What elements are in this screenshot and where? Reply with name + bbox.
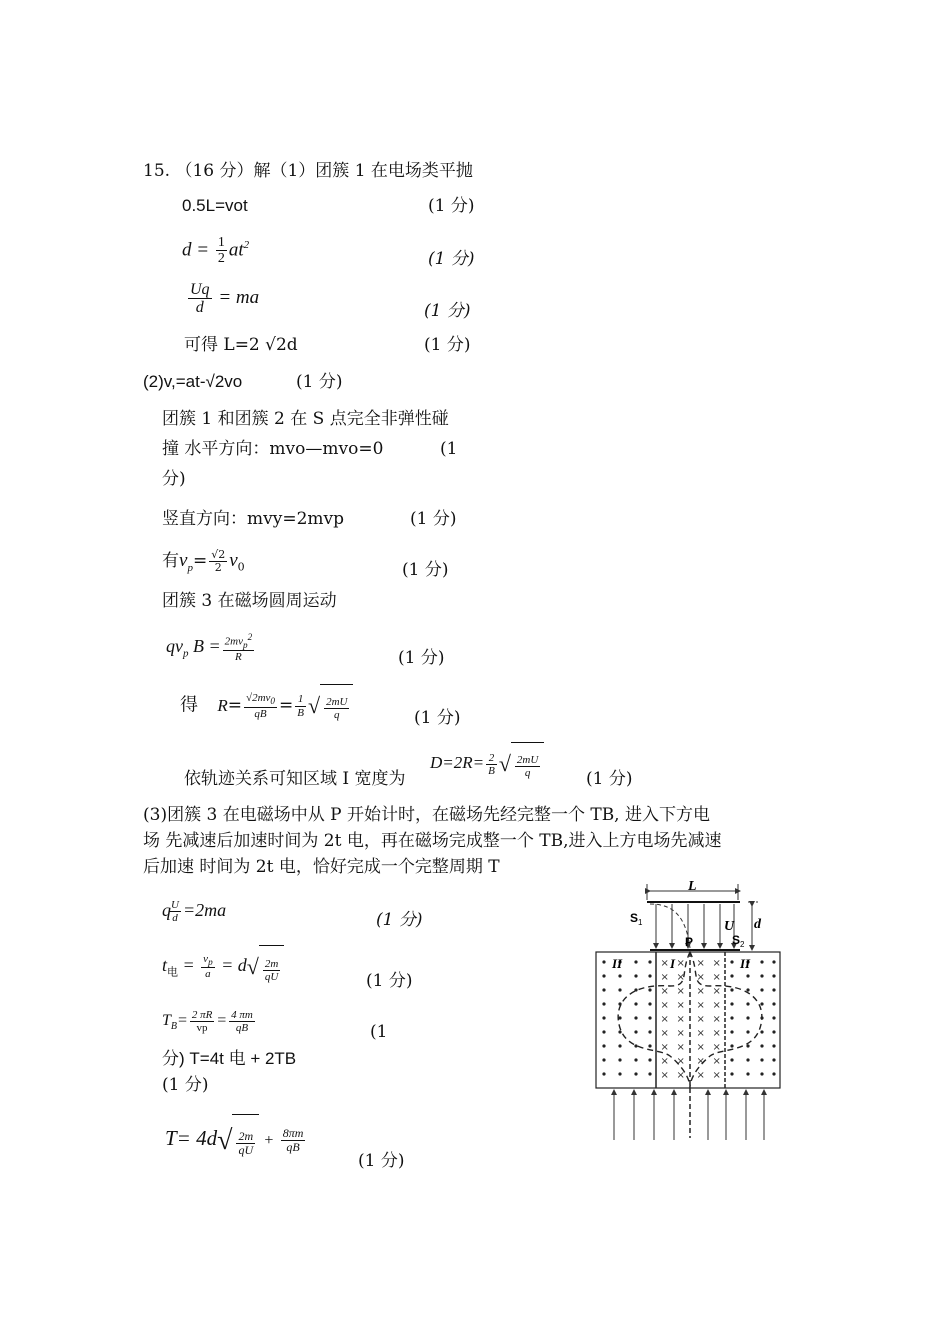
region-width-text: 依轨迹关系可知区域 I 宽度为: [184, 769, 406, 789]
equation-period-final: T= 4d√ $\frac{2m}{qU}$ + $\frac{8\pi m}{qB}$: [165, 1112, 307, 1168]
field-cross: ×: [660, 958, 669, 969]
field-dot: [730, 960, 733, 963]
field-dot: [730, 1030, 733, 1033]
field-dot: [648, 988, 651, 991]
field-dot: [772, 974, 775, 977]
field-dot: [634, 1030, 637, 1033]
vertical-momentum: 竖直方向：mvy=2mvp: [162, 509, 344, 529]
label-d: d: [754, 917, 761, 932]
label-region-II-left: II: [612, 956, 623, 971]
period-expression: 分) T=4t 电 + 2TB: [162, 1049, 297, 1068]
equation-lorentz: $qv_p$ B = $\frac{2mv_p^2}{R}$: [166, 632, 253, 664]
field-dot: [772, 960, 775, 963]
score-eq3: (1 分): [424, 301, 471, 321]
field-dot: [760, 988, 763, 991]
score-eq-d: (1 分): [162, 1075, 209, 1095]
field-dot: [648, 1072, 651, 1075]
equation-radius: 得 R= $\frac{√2mv_0}{qB}$ = $\frac{1}{B}$ √ $\frac{2mU}{q}$: [180, 684, 353, 728]
field-cross: ×: [696, 1056, 705, 1067]
lower-field-arrows: [614, 1092, 764, 1140]
field-dot: [772, 1002, 775, 1005]
score-eq1: (1 分): [428, 196, 475, 216]
field-cross: ×: [696, 1070, 705, 1081]
field-cross: ×: [696, 1000, 705, 1011]
field-dot: [746, 988, 749, 991]
equation-displacement: d = $\frac{1}{2}$ $at^2$: [182, 235, 250, 267]
field-dot: [746, 1030, 749, 1033]
field-cross: ×: [660, 1014, 669, 1025]
field-dot: [760, 1044, 763, 1047]
field-cross: ×: [712, 1014, 721, 1025]
field-dot: [772, 1072, 775, 1075]
field-dot: [634, 1058, 637, 1061]
field-region-box: [596, 952, 780, 1088]
label-U: U: [724, 919, 735, 934]
field-dot: [730, 1002, 733, 1005]
field-dot: [648, 1002, 651, 1005]
field-dot: [760, 1058, 763, 1061]
field-cross: ×: [712, 986, 721, 997]
equation-electric-accel: q $\frac{U}{d}$ =2ma: [162, 899, 227, 925]
equation-horizontal: 0.5L=vot: [182, 196, 248, 215]
score-radius: (1 分): [414, 708, 461, 728]
label-region-II-right: II: [740, 956, 751, 971]
score-part2-1: (1 分): [296, 372, 343, 392]
capacitor-field-arrows: [656, 904, 734, 946]
field-dot: [648, 1058, 651, 1061]
part3-para-3: 后加速 时间为 2t 电，恰好完成一个完整周期 T: [143, 857, 500, 877]
field-cross: ×: [660, 972, 669, 983]
physics-diagram: [590, 878, 790, 1148]
score-lorentz: (1 分): [398, 648, 445, 668]
field-dot: [746, 974, 749, 977]
field-dot: [602, 1030, 605, 1033]
score-result: (1 分): [424, 335, 471, 355]
field-dot: [618, 1058, 621, 1061]
score-final: (1 分): [358, 1151, 405, 1171]
circular-motion: 团簇 3 在磁场圆周运动: [162, 591, 337, 611]
label-region-I: I: [670, 956, 676, 971]
field-dot: [648, 1030, 651, 1033]
have-prefix: 有: [162, 551, 179, 571]
field-cross: ×: [676, 1070, 685, 1081]
label-S1: S: [630, 911, 639, 925]
field-dot: [634, 988, 637, 991]
score-eq-a: (1 分): [376, 910, 423, 930]
score-vp: (1 分): [402, 560, 449, 580]
field-dot: [634, 960, 637, 963]
field-dot: [760, 974, 763, 977]
field-dot: [602, 1002, 605, 1005]
field-cross: ×: [712, 958, 721, 969]
part2-velocity: (2)v,=at-√2vo: [143, 372, 243, 391]
field-dot: [730, 1072, 733, 1075]
field-dot: [602, 1072, 605, 1075]
equation-t-electric: $t_电$ = $\frac{v_p}{a}$ = d√ $\frac{2m}{qU}$: [162, 944, 284, 994]
field-dot: [602, 1044, 605, 1047]
collision-line-b: 撞 水平方向：mvo—mvo=0: [162, 439, 384, 459]
field-dot: [618, 988, 621, 991]
field-cross: ×: [712, 1028, 721, 1039]
field-dot: [772, 1058, 775, 1061]
field-cross: ×: [660, 1042, 669, 1053]
field-cross: ×: [696, 1014, 705, 1025]
field-dot: [730, 988, 733, 991]
field-dot: [618, 1030, 621, 1033]
field-dot: [730, 1044, 733, 1047]
field-cross: ×: [660, 986, 669, 997]
field-dot: [634, 1016, 637, 1019]
field-cross: ×: [712, 1042, 721, 1053]
field-dot: [648, 1016, 651, 1019]
field-dot: [746, 1016, 749, 1019]
field-dot: [772, 1044, 775, 1047]
field-cross: ×: [676, 1014, 685, 1025]
label-S1-sub: 1: [638, 918, 643, 927]
score-vertical: (1 分): [410, 509, 457, 529]
field-dot: [772, 1016, 775, 1019]
field-dot: [760, 1002, 763, 1005]
field-cross: ×: [676, 1028, 685, 1039]
field-dot: [760, 960, 763, 963]
field-cross: ×: [660, 1070, 669, 1081]
get-prefix: 得: [180, 694, 198, 716]
score-collision-a: (1: [440, 439, 458, 459]
field-dot: [746, 1044, 749, 1047]
equation-t-magnetic: $T_B=$ $\frac{2 \pi R}{vp}$ = $\frac{4 \pi m}{qB}$: [162, 1008, 253, 1034]
field-dot: [602, 974, 605, 977]
field-dot: [746, 1002, 749, 1005]
field-dot: [618, 974, 621, 977]
field-dot: [602, 1016, 605, 1019]
field-dot: [648, 1044, 651, 1047]
field-cross: ×: [696, 972, 705, 983]
field-dot: [602, 1058, 605, 1061]
field-cross: ×: [660, 1028, 669, 1039]
field-cross: ×: [676, 986, 685, 997]
field-dot: [772, 988, 775, 991]
field-dots-out: [602, 960, 775, 1075]
field-cross: ×: [676, 1042, 685, 1053]
collision-line-c: 分): [162, 469, 186, 489]
field-dot: [618, 1072, 621, 1075]
field-dot: [602, 960, 605, 963]
field-dot: [634, 1044, 637, 1047]
field-dot: [602, 988, 605, 991]
field-dot: [772, 1030, 775, 1033]
field-cross: ×: [676, 958, 685, 969]
field-dot: [634, 1002, 637, 1005]
field-cross: ×: [712, 1070, 721, 1081]
score-eq2: (1 分): [428, 249, 475, 269]
field-cross: ×: [676, 1000, 685, 1011]
field-dot: [730, 974, 733, 977]
equation-vp: 有$v_p=$ $\frac{√2}{2}$ $v_0$: [162, 547, 245, 574]
field-dot: [760, 1072, 763, 1075]
field-dot: [648, 960, 651, 963]
field-cross: ×: [712, 1056, 721, 1067]
field-cross: ×: [712, 972, 721, 983]
field-cross: ×: [676, 972, 685, 983]
part3-para-2: 场 先减速后加速时间为 2t 电，再在磁场完成整一个 TB,进入上方电场先减速: [143, 831, 722, 851]
field-dot: [634, 1072, 637, 1075]
field-cross: ×: [660, 1056, 669, 1067]
field-dot: [730, 1016, 733, 1019]
field-dot: [634, 974, 637, 977]
field-cross: ×: [712, 1000, 721, 1011]
score-eq-b: (1 分): [366, 971, 413, 991]
problem-header: 15. （16 分）解（1）团簇 1 在电场类平抛: [143, 161, 473, 181]
label-L: L: [688, 879, 697, 894]
field-cross: ×: [696, 986, 705, 997]
label-P: P: [685, 935, 694, 949]
field-cross: ×: [676, 1056, 685, 1067]
diagram-svg: [590, 878, 790, 1148]
score-width: (1 分): [586, 769, 633, 789]
field-dot: [760, 1030, 763, 1033]
field-cross: ×: [696, 958, 705, 969]
equation-force: $\frac{Uq}{d}$ = ma: [190, 280, 260, 317]
score-eq-c: (1: [370, 1022, 388, 1042]
part3-para-1: (3)团簇 3 在电磁场中从 P 开始计时，在磁场先经完整一个 TB, 进入下方电: [143, 805, 710, 825]
label-S2: S: [732, 933, 741, 947]
field-cross: ×: [660, 1000, 669, 1011]
label-S2-sub: 2: [740, 940, 745, 949]
field-dot: [730, 1058, 733, 1061]
collision-line-a: 团簇 1 和团簇 2 在 S 点完全非弹性碰: [162, 409, 449, 429]
field-dot: [648, 974, 651, 977]
field-cross: ×: [696, 1028, 705, 1039]
field-cross: ×: [696, 1042, 705, 1053]
field-dot: [746, 1072, 749, 1075]
result-L: 可得 L=2 √2d: [184, 335, 298, 355]
field-dot: [618, 1044, 621, 1047]
equation-width: D=2R= $\frac{2}{B}$ √ $\frac{2mU}{q}$: [430, 742, 544, 786]
field-dot: [746, 1058, 749, 1061]
